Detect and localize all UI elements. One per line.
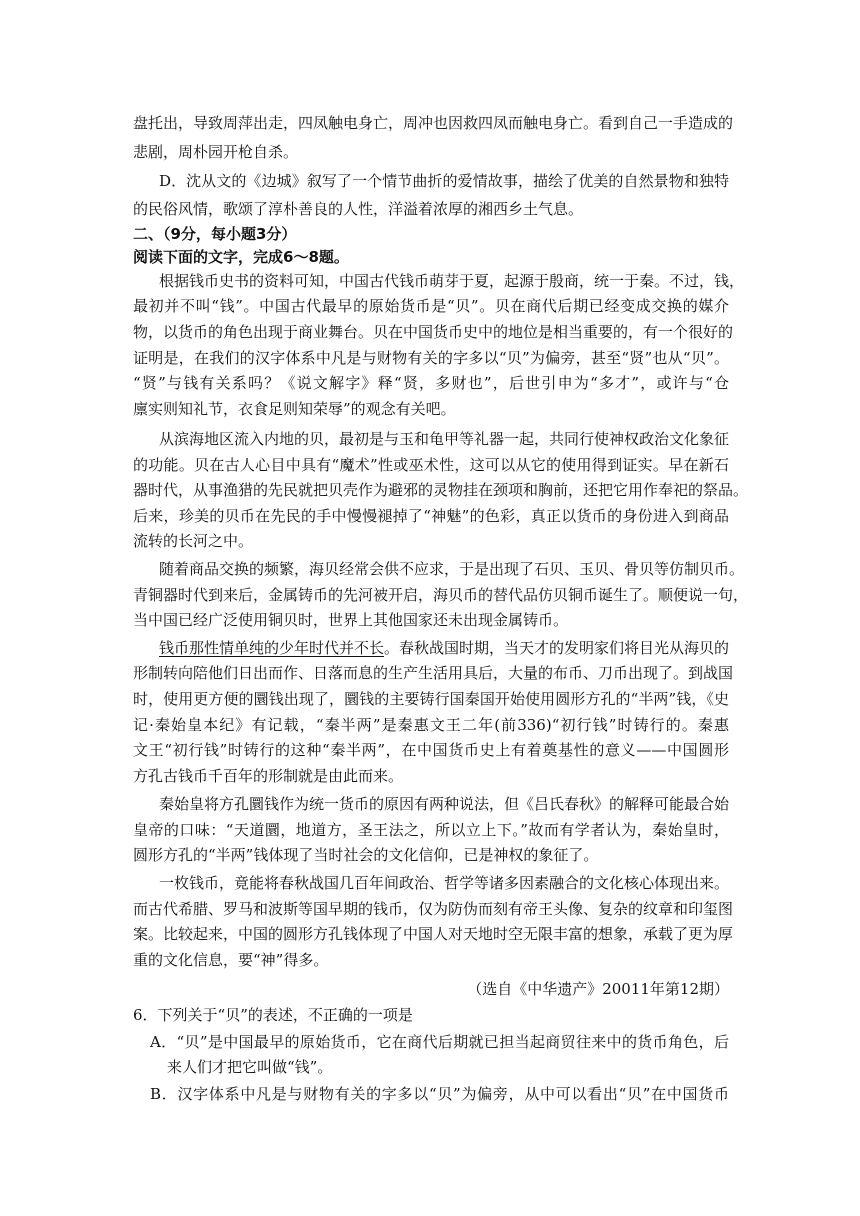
passage-line: 形制转向陪他们日出而作、日落而息的生产生活用具后，大量的布币、刀币出现了。到战国 <box>133 664 734 682</box>
passage-line: 青铜器时代到来后，金属铸币的先河被开启，海贝币的替代品仿贝铜币诞生了。顺便说一句， <box>133 586 749 604</box>
passage-line: 最初并不叫“钱”。中国古代最早的原始货币是“贝”。贝在商代后期已经变成交换的媒介 <box>133 297 729 315</box>
passage-line: 秦始皇将方孔圜钱作为统一货币的原因有两种说法，但《吕氏春秋》的解释可能最合始 <box>159 795 730 813</box>
option-d-line: D．沈从文的《边城》叙写了一个情节曲折的爱情故事，描绘了优美的自然景物和独特 <box>159 172 729 190</box>
passage-line: 随着商品交换的频繁，海贝经常会供不应求，于是出现了石贝、玉贝、骨贝等仿制贝币。 <box>159 560 745 578</box>
underlined-sentence: 钱币那性情单纯的少年时代并不长 <box>159 639 385 657</box>
text-line: 悲剧，周朴园开枪自杀。 <box>133 143 299 161</box>
passage-line: 从滨海地区流入内地的贝，最初是与玉和龟甲等礼器一起，共同行使神权政治文化象征 <box>159 430 730 448</box>
passage-line: 皇帝的口味：“天道圜，地道方，圣王法之，所以立上下。”故而有学者认为，秦始皇时， <box>133 821 729 839</box>
passage-line: “贤”与钱有关系吗？《说文解字》释“贤，多财也”，后世引申为“多才”，或许与“仓 <box>133 374 729 392</box>
question-stem: 6．下列关于“贝”的表述，不正确的一项是 <box>133 1006 413 1024</box>
option-d-line: 的民俗风情，歌颂了淳朴善良的人性，洋溢着浓厚的湘西乡土气息。 <box>133 200 584 218</box>
passage-line: 记·秦始皇本纪》有记载，“秦半两”是秦惠文王二年(前336)“初行钱”时铸行的。秦惠 <box>133 716 729 734</box>
section-instruction: 阅读下面的文字，完成6～8题。 <box>133 248 349 266</box>
passage-line: 一枚钱币，竟能将春秋战国几百年间政治、哲学等诸多因素融合的文化核心体现出来。 <box>159 874 730 892</box>
passage-line <box>159 636 729 660</box>
passage-line: 而古代希腊、罗马和波斯等国早期的钱币，仅为防伪而刻有帝王头像、复杂的纹章和印玺图 <box>133 900 734 918</box>
passage-line: 流转的长河之中。 <box>133 532 254 550</box>
section-heading: 二、（9分，每小题3分） <box>133 225 297 243</box>
option-b-line: B．汉字体系中凡是与财物有关的字多以“贝”为偏旁，从中可以看出“贝”在中国货币 <box>150 1085 729 1103</box>
passage-line: 重的文化信息，要“神”得多。 <box>133 951 329 969</box>
passage-line: 圆形方孔的“半两”钱体现了当时社会的文化信仰，已是神权的象征了。 <box>133 846 599 864</box>
text-line: 盘托出，导致周萍出走，四凤触电身亡，周冲也因救四凤而触电身亡。看到自己一手造成的 <box>133 114 734 132</box>
passage-line: 方孔古钱币千百年的形制就是由此而来。 <box>133 767 404 785</box>
passage-line: 后来，珍美的贝币在先民的手中慢慢褪掉了“神魅”的色彩，真正以货币的身份进入到商品 <box>133 507 729 525</box>
passage-line: 案。比较起来，中国的圆形方孔钱体现了中国人对天地时空无限丰富的想象，承载了更为厚 <box>133 925 734 943</box>
option-a-line: A．“贝”是中国最早的原始货币，它在商代后期就已担当起商贸往来中的货币角色，后 <box>150 1033 729 1051</box>
passage-line: 根据钱币史书的资料可知，中国古代钱币萌芽于夏，起源于殷商，统一于秦。不过，钱， <box>159 272 745 290</box>
passage-line: 物，以货币的角色出现于商业舞台。贝在中国货币史中的地位是相当重要的，有一个很好的 <box>133 323 734 341</box>
passage-line: 廪实则知礼节，衣食足则知荣辱”的观念有关吧。 <box>133 400 456 418</box>
source-citation: （选自《中华遗产》20011年第12期） <box>467 980 729 998</box>
passage-line: 的功能。贝在古人心目中具有“魔术”性或巫术性，这可以从它的使用得到证实。早在新石 <box>133 456 729 474</box>
passage-line-rest: 。春秋战国时期，当天才的发明家们将目光从海贝的 <box>384 639 730 657</box>
passage-line: 时，使用更方便的圜钱出现了，圜钱的主要铸行国秦国开始使用圆形方孔的“半两”钱，《史 <box>133 690 729 708</box>
passage-line: 器时代，从事渔猎的先民就把贝壳作为避邪的灵物挂在颈项和胸前，还把它用作奉祀的祭品。 <box>133 481 749 499</box>
passage-line: 当中国已经广泛使用铜贝时，世界上其他国家还未出现金属铸币。 <box>133 611 569 629</box>
passage-line: 文王“初行钱”时铸行的这种“秦半两”，在中国货币史上有着奠基性的意义——中国圆形 <box>133 741 729 759</box>
passage-line: 证明是，在我们的汉字体系中凡是与财物有关的字多以“贝”为偏旁，甚至“贤”也从“贝”。 <box>133 349 729 367</box>
option-a-line: 来人们才把它叫做“钱”。 <box>167 1058 333 1076</box>
